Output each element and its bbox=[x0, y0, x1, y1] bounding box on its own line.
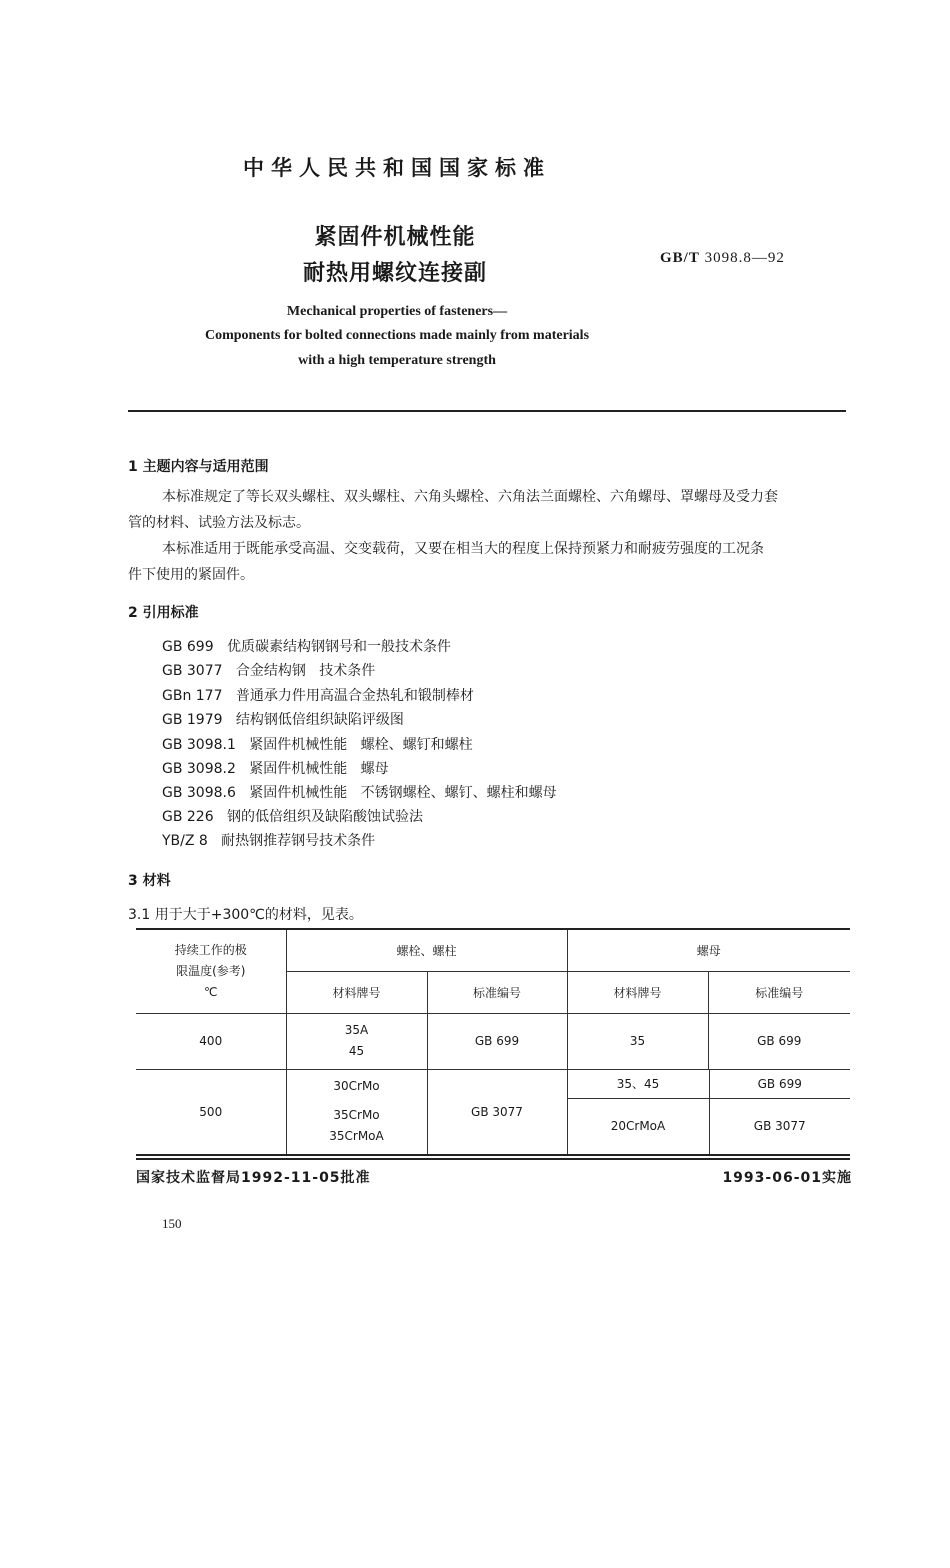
english-title-line-1: Mechanical properties of fasteners— bbox=[286, 304, 508, 319]
section-1-heading: 1 主题内容与适用范围 bbox=[128, 459, 269, 475]
cell-bolt-material-line: 35CrMo bbox=[333, 1108, 380, 1122]
cell-nut-standard: GB 3077 bbox=[753, 1119, 806, 1133]
header-bolt-standard-number: 标准编号 bbox=[427, 971, 567, 1013]
header-temperature bbox=[136, 929, 286, 1013]
cell-bolt-material-line: 30CrMo bbox=[333, 1079, 380, 1093]
materials-table bbox=[136, 928, 850, 1156]
cell-bolt-standard: GB 699 bbox=[427, 1013, 567, 1069]
cell-nut-material: 35 bbox=[567, 1013, 708, 1069]
reference-item: GB 3077 合金结构钢 技术条件 bbox=[162, 663, 376, 679]
reference-item: GBn 177 普通承力件用高温合金热轧和锻制棒材 bbox=[162, 688, 474, 704]
header-temperature-line-2: 限温度(参考) bbox=[176, 963, 246, 978]
section-1-para-1-line-1: 本标准规定了等长双头螺柱、双头螺柱、六角头螺栓、六角法兰面螺栓、六角螺母、罩螺母及受力套 bbox=[162, 489, 778, 505]
section-1-para-2-line-1: 本标准适用于既能承受高温、交变载荷，又要在相当大的程度上保持预紧力和耐疲劳强度的工况条 bbox=[162, 541, 764, 557]
page-number: 150 bbox=[162, 1216, 182, 1231]
cell-temperature: 500 bbox=[136, 1069, 286, 1155]
header-nuts: 螺母 bbox=[567, 929, 850, 971]
subsection-3-1: 3.1 用于大于+300℃的材料，见表。 bbox=[128, 907, 363, 923]
implementation-date: 1993-06-01实施 bbox=[722, 1170, 852, 1186]
header-nut-material-grade: 材料牌号 bbox=[567, 971, 708, 1013]
cell-nut-standard: GB 699 bbox=[757, 1076, 802, 1091]
header-bolts-studs: 螺栓、螺柱 bbox=[286, 929, 567, 971]
reference-item: GB 699 优质碳素结构钢钢号和一般技术条件 bbox=[162, 639, 451, 655]
national-standard-heading: 中华人民共和国国家标准 bbox=[243, 156, 551, 180]
header-divider bbox=[128, 410, 846, 412]
header-bolt-material-grade: 材料牌号 bbox=[286, 971, 427, 1013]
reference-item: GB 3098.6 紧固件机械性能 不锈钢螺栓、螺钉、螺柱和螺母 bbox=[162, 785, 557, 801]
reference-item: GB 226 钢的低倍组织及缺陷酸蚀试验法 bbox=[162, 809, 423, 825]
section-1-para-1-line-2: 管的材料、试验方法及标志。 bbox=[128, 515, 310, 531]
table-row bbox=[136, 1069, 850, 1155]
standard-code bbox=[660, 250, 785, 267]
cell-bolt-material-line: 45 bbox=[348, 1044, 365, 1058]
cell-bolt-material-line: 35CrMoA bbox=[329, 1129, 384, 1143]
cell-nut-material: 35、45 bbox=[568, 1070, 710, 1098]
section-1-para-2-line-2: 件下使用的紧固件。 bbox=[128, 567, 254, 583]
cell-bolt-standard: GB 3077 bbox=[427, 1069, 567, 1155]
header-temperature-line-1: 持续工作的极 bbox=[174, 942, 247, 957]
cell-nut-standard: GB 699 bbox=[708, 1013, 850, 1069]
table-row bbox=[136, 1013, 850, 1069]
title-line-2: 耐热用螺纹连接副 bbox=[302, 261, 487, 286]
section-3-heading: 3 材料 bbox=[128, 873, 171, 889]
header-nut-standard-number: 标准编号 bbox=[708, 971, 850, 1013]
approval-date: 国家技术监督局1992-11-05批准 bbox=[136, 1170, 371, 1186]
cell-nut-split bbox=[567, 1069, 850, 1155]
header-temperature-unit: ℃ bbox=[204, 984, 218, 999]
cell-bolt-material bbox=[286, 1069, 427, 1155]
english-title-line-2: Components for bolted connections made mainly from materials bbox=[204, 328, 590, 343]
footer-divider bbox=[136, 1158, 850, 1160]
cell-bolt-material bbox=[286, 1013, 427, 1069]
reference-item: GB 3098.1 紧固件机械性能 螺栓、螺钉和螺柱 bbox=[162, 737, 473, 753]
reference-item: YB/Z 8 耐热钢推荐钢号技术条件 bbox=[162, 833, 376, 849]
cell-temperature: 400 bbox=[136, 1013, 286, 1069]
standard-code-number: 3098.8—92 bbox=[704, 250, 785, 266]
cell-bolt-material-line: 35A bbox=[344, 1023, 369, 1037]
english-title-line-3: with a high temperature strength bbox=[298, 353, 496, 368]
section-2-heading: 2 引用标准 bbox=[128, 605, 199, 621]
reference-item: GB 3098.2 紧固件机械性能 螺母 bbox=[162, 761, 389, 777]
standard-code-prefix: GB/T bbox=[660, 250, 700, 266]
reference-item: GB 1979 结构钢低倍组织缺陷评级图 bbox=[162, 712, 404, 728]
cell-nut-material: 20CrMoA bbox=[568, 1099, 710, 1154]
title-line-1: 紧固件机械性能 bbox=[314, 225, 476, 250]
